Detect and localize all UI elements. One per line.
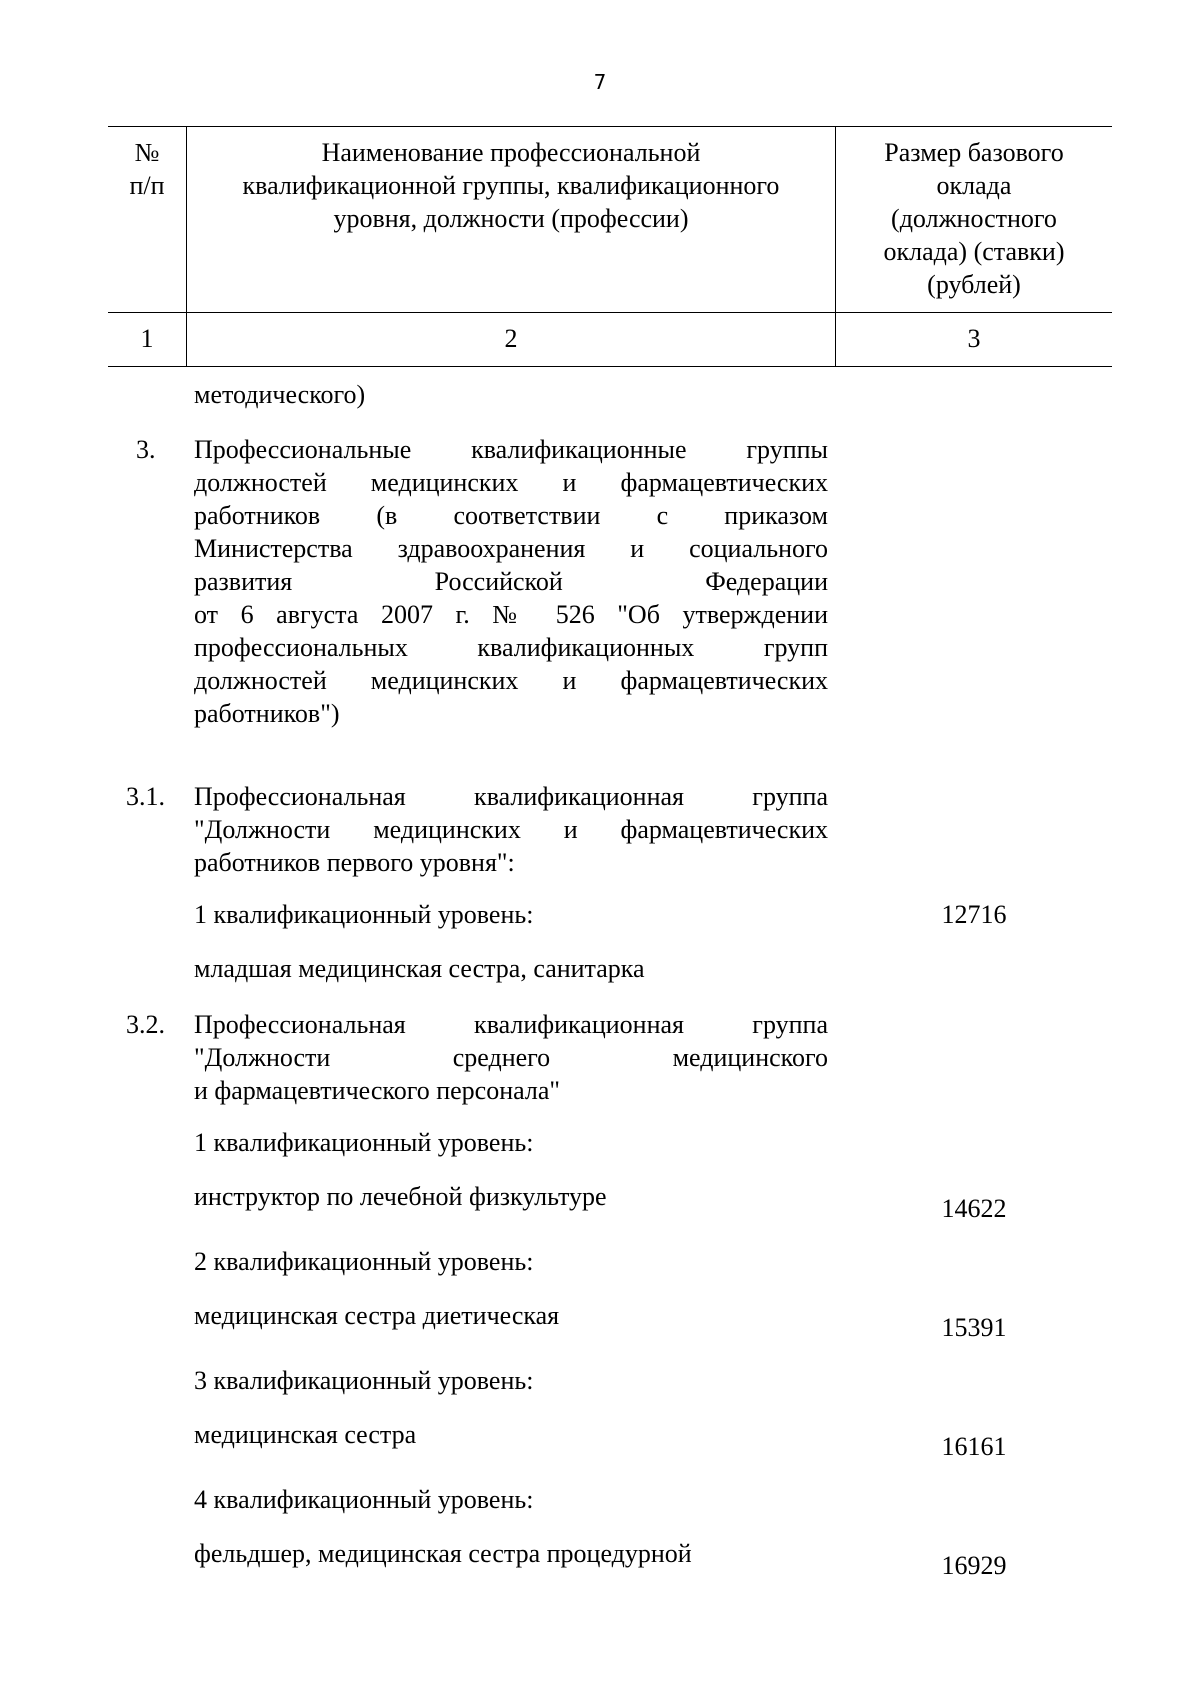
page-number: 7 bbox=[593, 70, 607, 94]
position-list: медицинская сестра bbox=[194, 1420, 417, 1449]
subsection-title-line: "Должности среднего медицинского bbox=[194, 1043, 828, 1072]
continuation-text: методического) bbox=[194, 380, 366, 409]
position-list: фельдшер, медицинская сестра процедурной bbox=[194, 1539, 692, 1568]
section-title-line: должностей медицинских и фармацевтических bbox=[194, 468, 828, 497]
header-salary-column: Размер базового оклада (должностного оклада) (ставки) (рублей) bbox=[883, 138, 1065, 299]
section-title-line: от 6 августа 2007 г. № 526 "Об утверждении bbox=[194, 600, 828, 629]
numbers-bottom-rule bbox=[108, 366, 1112, 367]
section-title-line: профессиональных квалификационных групп bbox=[194, 633, 828, 662]
qualification-level: 2 квалификационный уровень: bbox=[194, 1247, 534, 1276]
qualification-level: 3 квалификационный уровень: bbox=[194, 1366, 534, 1395]
header-bottom-rule bbox=[108, 312, 1112, 313]
salary-value: 12716 bbox=[941, 900, 1007, 929]
header-name-column: Наименование профессиональной квалификационной группы, квалификационного уровня, должности (профессии) bbox=[242, 138, 780, 233]
section-title-line: развития Российской Федерации bbox=[194, 567, 828, 596]
subsection-title bbox=[194, 780, 828, 879]
subsection-number: 3.2. bbox=[126, 1010, 165, 1039]
qualification-level: 1 квалификационный уровень: bbox=[194, 1128, 534, 1157]
salary-value: 16161 bbox=[941, 1432, 1007, 1461]
subsection-title bbox=[194, 1008, 828, 1107]
subsection-title-line: Профессиональная квалификационная группа bbox=[194, 782, 828, 811]
section-title-line: Профессиональные квалификационные группы bbox=[194, 435, 828, 464]
subsection-title-line: и фармацевтического персонала" bbox=[194, 1076, 561, 1105]
qualification-level: 4 квалификационный уровень: bbox=[194, 1485, 534, 1514]
position-list: младшая медицинская сестра, санитарка bbox=[194, 954, 645, 983]
column-number-2: 2 bbox=[504, 324, 518, 353]
salary-value: 16929 bbox=[941, 1551, 1007, 1580]
column-number-3: 3 bbox=[967, 324, 981, 353]
salary-value: 15391 bbox=[941, 1313, 1007, 1342]
subsection-title-line: "Должности медицинских и фармацевтических bbox=[194, 815, 828, 844]
position-list: медицинская сестра диетическая bbox=[194, 1301, 560, 1330]
table-top-rule bbox=[108, 126, 1112, 127]
section-title-line: работников (в соответствии с приказом bbox=[194, 501, 828, 530]
subsection-title-line: работников первого уровня": bbox=[194, 848, 515, 877]
position-list: инструктор по лечебной физкультуре bbox=[194, 1182, 607, 1211]
header-number-column: № п/п bbox=[129, 138, 165, 200]
section-title bbox=[194, 433, 828, 730]
subsection-number: 3.1. bbox=[126, 782, 165, 811]
column-number-1: 1 bbox=[140, 324, 154, 353]
section-title-line: работников") bbox=[194, 699, 340, 728]
salary-value: 14622 bbox=[941, 1194, 1007, 1223]
subsection-title-line: Профессиональная квалификационная группа bbox=[194, 1010, 828, 1039]
qualification-level: 1 квалификационный уровень: bbox=[194, 900, 534, 929]
section-title-line: Министерства здравоохранения и социального bbox=[194, 534, 828, 563]
section-number: 3. bbox=[136, 435, 156, 464]
section-title-line: должностей медицинских и фармацевтических bbox=[194, 666, 828, 695]
